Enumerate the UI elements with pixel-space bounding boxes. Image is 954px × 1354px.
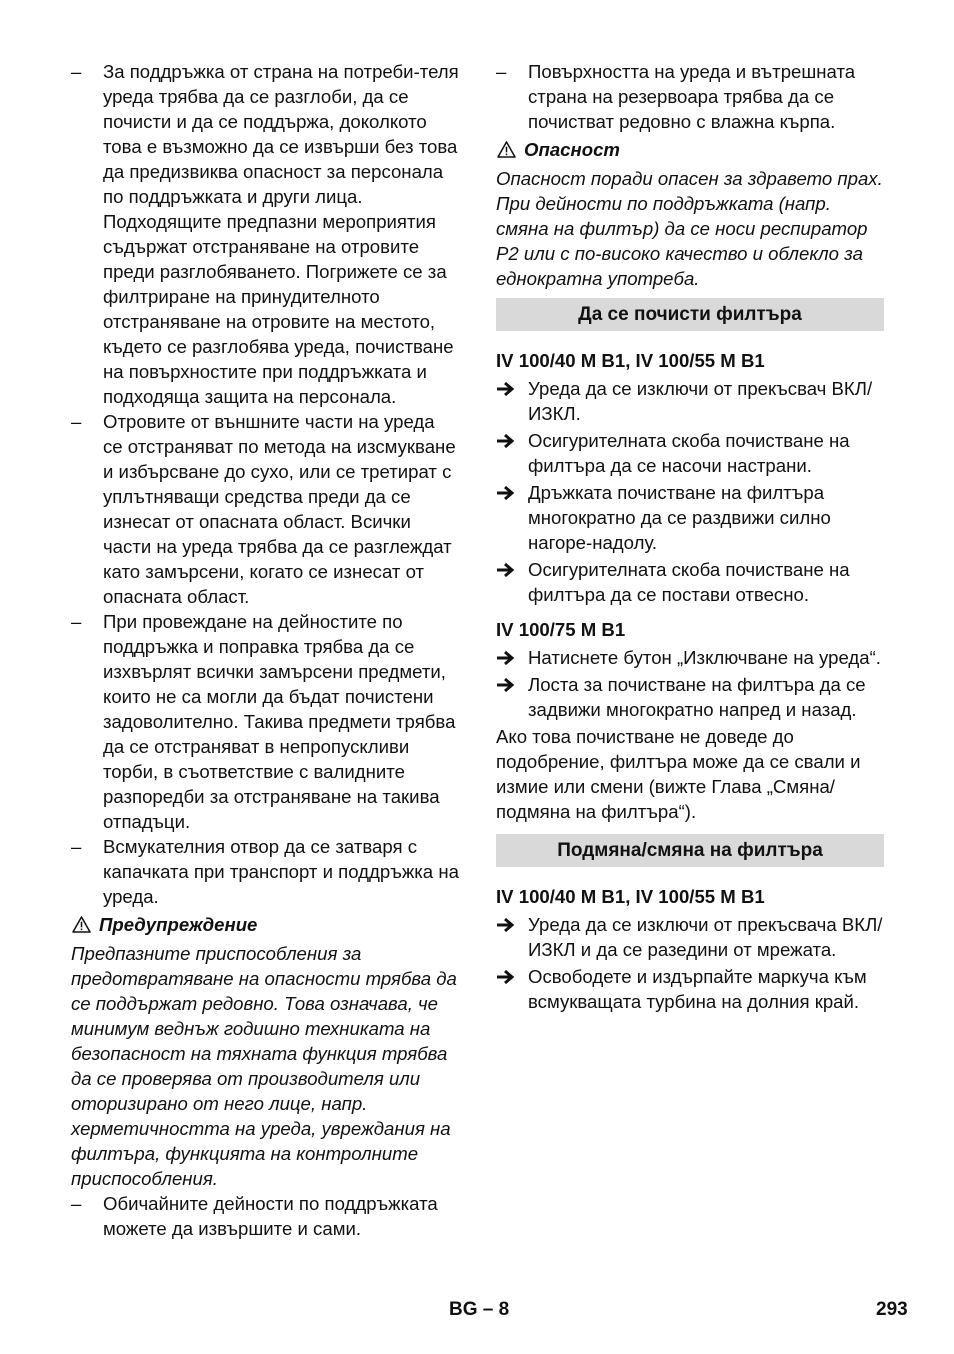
list-item [71,834,459,909]
step-item [496,912,884,962]
step-text: Освободете и издърпайте маркуча към всмукващата турбина на долния край. [528,966,867,1012]
section-note: Ако това почистване не доведе до подобрение, филтъра може да се свали и измие или смени (вижте Глава „Смяна/подмяна на филтъра“). [496,726,861,822]
step-item [496,645,884,670]
arrow-right-icon [496,917,516,933]
arrow-right-icon [496,485,516,501]
list-item-text: Обичайните дейности по поддръжката можете да извършите и сами. [103,1193,438,1239]
list-item [71,59,459,409]
step-text: Осигурителната скоба почистване на филтъра да се насочи настрани. [528,430,850,476]
step-item [496,428,884,478]
dash-bullet: – [71,411,82,432]
arrow-right-icon [496,562,516,578]
step-text: Осигурителната скоба почистване на филтъра да се постави отвесно. [528,559,850,605]
warning-heading [71,912,459,937]
list-item [496,59,884,134]
list-item [71,609,459,834]
step-item [496,480,884,555]
model-heading: IV 100/40 M B1, IV 100/55 M B1 [496,886,765,907]
dash-bullet: – [71,836,82,857]
arrow-right-icon [496,381,516,397]
section-title-clean-filter: Да се почисти филтъра [496,298,884,331]
dash-bullet: – [496,61,507,82]
step-item [496,376,884,426]
section-code: BG – 8 [449,1299,510,1320]
arrow-right-icon [496,969,516,985]
list-item-text: За поддръжка от страна на потреби-теля уреда трябва да се разглоби, да се почисти и да се поддържа, доколкото това е възможно да се извърши без това да предизвиква опасност за персонала по поддръжката и други лица. Подходящите предпазни мероприятия съдържат отстраняване на отровите преди разглобяването. Погрижете се за филтриране на принудителното отстраняване на отровите на местото, където се разглобява уреда, почистване на повърхностите при поддръжката и подходяща защита на персонала. [103,61,459,407]
left-column [71,59,459,1241]
step-text: Лоста за почистване на филтъра да се задвижи многократно напред и назад. [528,674,866,720]
dash-bullet: – [71,61,82,82]
right-column [496,59,884,1016]
page-number: 293 [876,1299,908,1320]
list-item [71,1191,459,1241]
danger-title: Опасност [524,139,620,160]
list-item-text: Всмукателния отвор да се затваря с капачката при транспорт и поддръжка на уреда. [103,836,459,907]
danger-heading [496,137,884,162]
list-item-text: При провеждане на дейностите по поддръжка и поправка трябва да се изхвърлят всички замърсени предмети, които не са могли да бъдат почистени задоволително. Такива предмети трябва да се отстраняват в непропускливи торби, в съответствие с валидните разпоредби за отстраняване на такива отпадъци. [103,611,456,832]
warning-text: Предпазните приспособления за предотвратяване на опасности трябва да се поддържат редовно. Това означава, че минимум веднъж годишно техниката на безопасност на тяхната функция трябва да се проверява от производителя или оторизирано от него лице, напр. херметичността на уреда, увреждания на филтъра, функцията на контролните приспособления. [71,943,457,1189]
list-item-text: Повърхността на уреда и вътрешната страна на резервоара трябва да се почистват редовно с влажна кърпа. [528,61,856,132]
step-item [496,964,884,1014]
arrow-right-icon [496,433,516,449]
warning-triangle-icon [72,916,91,933]
step-text: Натиснете бутон „Изключване на уреда“. [528,647,881,668]
warning-triangle-icon [497,141,516,158]
model-heading: IV 100/40 M B1, IV 100/55 M B1 [496,350,765,371]
step-text: Уреда да се изключи от прекъсвача ВКЛ/ИЗКЛ и да се разедини от мрежата. [528,914,883,960]
model-heading: IV 100/75 M B1 [496,619,626,640]
step-item [496,672,884,722]
list-item [71,409,459,609]
arrow-right-icon [496,677,516,693]
step-text: Уреда да се изключи от прекъсвач ВКЛ/ИЗКЛ. [528,378,873,424]
arrow-right-icon [496,650,516,666]
danger-text: Опасност поради опасен за здравето прах. При дейности по поддръжката (напр. смяна на филтър) да се носи респиратор P2 или с по-високо качество и облекло за еднократна употреба. [496,168,883,289]
step-item [496,557,884,607]
dash-bullet: – [71,611,82,632]
step-text: Дръжката почистване на филтъра многократно да се раздвижи силно нагоре-надолу. [528,482,831,553]
dash-bullet: – [71,1193,82,1214]
section-title-replace-filter: Подмяна/смяна на филтъра [496,834,884,867]
warning-title: Предупреждение [99,914,258,935]
list-item-text: Отровите от външните части на уреда се отстраняват по метода на изсмукване и избърсване до сухо, или се третират с уплътняващи средства преди да се изнесат от опасната област. Всички части на уреда трябва да се разглеждат като замърсени, когато се изнесат от опасната област. [103,411,456,607]
